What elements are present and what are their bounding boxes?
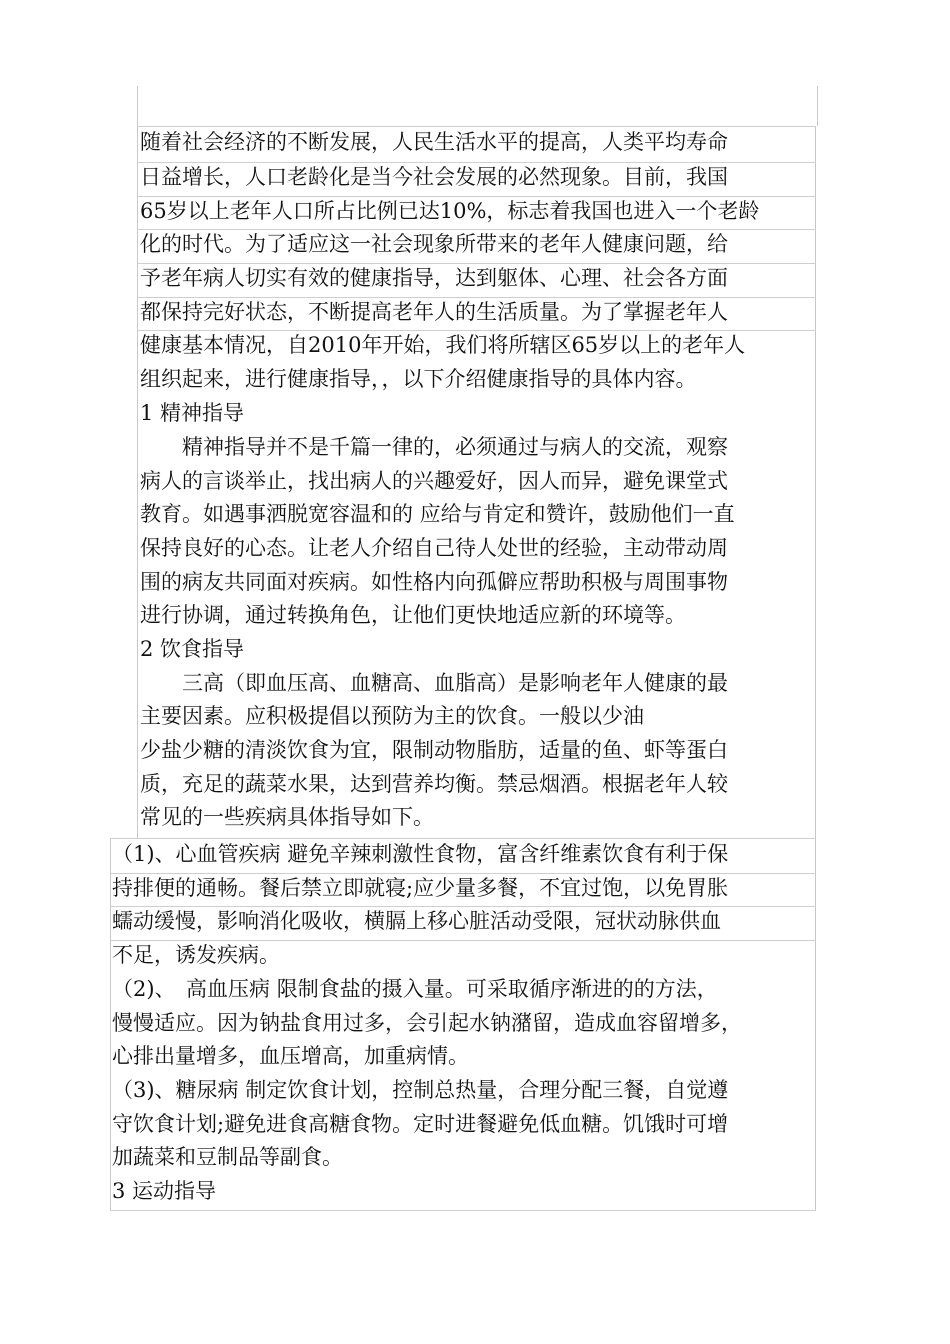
intro-line: 日益增长，人口老龄化是当今社会发展的必然现象。目前，我国 bbox=[140, 165, 728, 189]
hypertension-line: 慢慢适应。因为钠盐食用过多，会引起水钠潴留，造成血容留增多， bbox=[112, 1011, 742, 1035]
diet-line: 质，充足的蔬菜水果，达到营养均衡。禁忌烟酒。根据老年人较 bbox=[140, 772, 728, 796]
empty-top-cell bbox=[137, 86, 818, 126]
intro-line: 都保持完好状态，不断提高老年人的生活质量。为了掌握老年人 bbox=[140, 300, 728, 324]
intro-line: 健康基本情况，自2010年开始，我们将所辖区65岁以上的老年人 bbox=[140, 333, 746, 357]
section-heading: 1 精神指导 bbox=[140, 401, 245, 425]
right-border bbox=[815, 126, 816, 1211]
diabetes-line: （3)、糖尿病 制定饮食计划，控制总热量，合理分配三餐，自觉遵 bbox=[112, 1078, 729, 1102]
cardio-line: 持排便的通畅。餐后禁立即就寝;应少量多餐，不宜过饱，以免胃胀 bbox=[112, 876, 729, 900]
bottom-border bbox=[110, 1210, 816, 1211]
diet-line: 主要因素。应积极提倡以预防为主的饮食。一般以少油 bbox=[140, 704, 644, 728]
section-heading: 2 饮食指导 bbox=[140, 637, 245, 661]
cardio-line: 不足，诱发疾病。 bbox=[112, 943, 280, 967]
left-border-lower bbox=[110, 838, 111, 1211]
hypertension-line: 心排出量增多，血压增高，加重病情。 bbox=[112, 1044, 469, 1068]
mental-line: 进行协调，通过转换角色，让他们更快地适应新的环境等。 bbox=[140, 603, 686, 627]
hypertension-line: （2)、 高血压病 限制食盐的摄入量。可采取循序渐进的的方法， bbox=[112, 977, 718, 1001]
mental-line: 保持良好的心态。让老人介绍自己待人处世的经验，主动带动周 bbox=[140, 536, 728, 560]
mental-line: 教育。如遇事洒脱宽容温和的 应给与肯定和赞许，鼓励他们一直 bbox=[140, 502, 735, 526]
mental-line: 精神指导并不是千篇一律的，必须通过与病人的交流，观察 bbox=[140, 435, 728, 459]
cardio-line: 蠕动缓慢，影响消化吸收，横膈上移心脏活动受限，冠状动脉供血 bbox=[112, 909, 721, 933]
diabetes-line: 加蔬菜和豆制品等副食。 bbox=[112, 1145, 343, 1169]
diet-line: 常见的一些疾病具体指导如下。 bbox=[140, 805, 434, 829]
intro-line: 化的时代。为了适应这一社会现象所带来的老年人健康问题，给 bbox=[140, 232, 728, 256]
mental-line: 病人的言谈举止，找出病人的兴趣爱好，因人而异，避免课堂式 bbox=[140, 469, 728, 493]
mental-line: 围的病友共同面对疾病。如性格内向孤僻应帮助积极与周围事物 bbox=[140, 570, 728, 594]
intro-line: 65岁以上老年人口所占比例已达10%，标志着我国也进入一个老龄 bbox=[140, 199, 760, 223]
cardio-line: （1)、心血管疾病 避免辛辣刺激性食物，富含纤维素饮食有利于保 bbox=[112, 842, 729, 866]
intro-line: 组织起来，进行健康指导，，以下介绍健康指导的具体内容。 bbox=[140, 367, 697, 391]
intro-line: 随着社会经济的不断发展，人民生活水平的提高，人类平均寿命 bbox=[140, 130, 728, 154]
diet-line: 三高（即血压高、血糖高、血脂高）是影响老年人健康的最 bbox=[140, 671, 728, 695]
section-heading: 3 运动指导 bbox=[112, 1179, 217, 1203]
diabetes-line: 守饮食计划;避免进食高糖食物。定时进餐避免低血糖。饥饿时可增 bbox=[112, 1112, 729, 1136]
intro-line: 予老年病人切实有效的健康指导，达到躯体、心理、社会各方面 bbox=[140, 266, 728, 290]
left-border bbox=[137, 126, 138, 838]
diet-line: 少盐少糖的清淡饮食为宜，限制动物脂肪，适量的鱼、虾等蛋白 bbox=[140, 738, 728, 762]
